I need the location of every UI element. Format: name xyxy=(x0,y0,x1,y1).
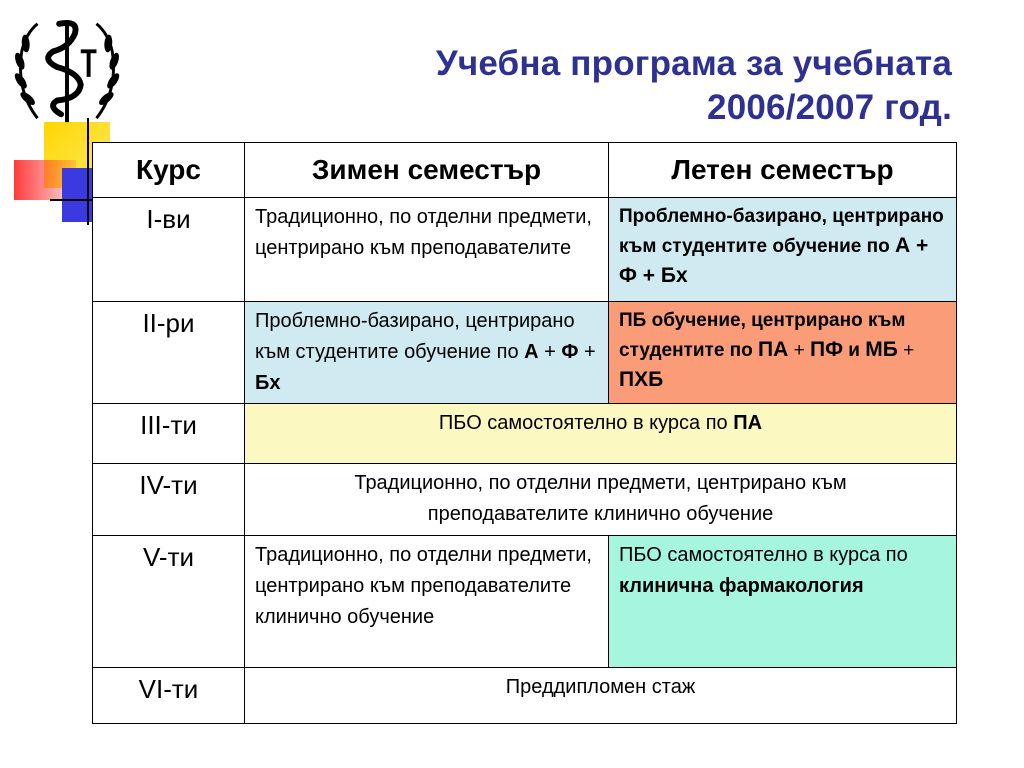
course-cell: III-ти xyxy=(93,404,245,464)
table-header-row xyxy=(93,143,957,198)
summer-cell xyxy=(609,302,957,404)
cell-text-bold: ПА xyxy=(733,412,763,434)
cell-text: Проблемно-базирано, центрирано към студентите обучение по xyxy=(255,310,575,363)
summer-cell xyxy=(609,536,957,668)
merged-cell xyxy=(245,404,957,464)
table-row xyxy=(93,668,957,724)
cell-text-bold: ПА xyxy=(758,338,789,361)
cell-text: + xyxy=(578,341,596,363)
cell-text: ПБО самостоятелно в курса по xyxy=(619,544,908,566)
caduceus-laurel-emblem-icon xyxy=(8,12,126,130)
table-row xyxy=(93,464,957,536)
cell-text-bold: ПХБ xyxy=(619,368,664,391)
cell-text-bold: Бх xyxy=(255,372,281,394)
cell-text: + xyxy=(897,340,915,361)
header-course: Курс xyxy=(93,143,245,198)
summer-cell xyxy=(609,198,957,302)
table-row xyxy=(93,404,957,464)
course-cell: I-ви xyxy=(93,198,245,302)
header-summer: Летен семестър xyxy=(609,143,957,198)
table-row xyxy=(93,302,957,404)
page-title xyxy=(252,42,952,130)
winter-cell: Традиционно, по отделни предмети, центрирано към преподавателите клинично обучение xyxy=(245,536,609,668)
winter-cell xyxy=(245,302,609,404)
cell-text: + xyxy=(788,340,810,361)
cell-text-bold: Ф xyxy=(561,341,579,363)
course-cell: II-ри xyxy=(93,302,245,404)
program-table xyxy=(92,142,957,724)
cell-text-bold: МБ xyxy=(865,338,898,361)
cell-text: + xyxy=(538,341,562,363)
table-row xyxy=(93,198,957,302)
course-cell: V-ти xyxy=(93,536,245,668)
cell-text: ПБ обучение, центрирано към студентите по xyxy=(619,310,906,361)
cell-text: ПБО самостоятелно в курса по xyxy=(438,412,734,434)
course-cell: IV-ти xyxy=(93,464,245,536)
title-line-1: Учебна програма за учебната xyxy=(435,44,952,83)
merged-cell: Традиционно, по отделни предмети, центрирано към преподавателите клинично обучение xyxy=(245,464,957,536)
title-line-2: 2006/2007 год. xyxy=(707,88,952,127)
red-square xyxy=(14,160,76,200)
cell-text: и xyxy=(843,340,866,361)
winter-cell: Традиционно, по отделни предмети, центрирано към преподавателите xyxy=(245,198,609,302)
cell-text-bold: ПФ xyxy=(809,338,843,361)
cell-text-bold: клинична фармакология xyxy=(619,575,864,597)
cell-text: Проблемно-базирано, центрирано към студентите обучение по xyxy=(619,206,944,257)
course-cell: VI-ти xyxy=(93,668,245,724)
table-row xyxy=(93,536,957,668)
header-winter: Зимен семестър xyxy=(245,143,609,198)
cell-text-bold: А xyxy=(524,341,539,363)
cell-text-bold: А + Ф + Бх xyxy=(619,234,929,287)
merged-cell: Преддипломен стаж xyxy=(245,668,957,724)
